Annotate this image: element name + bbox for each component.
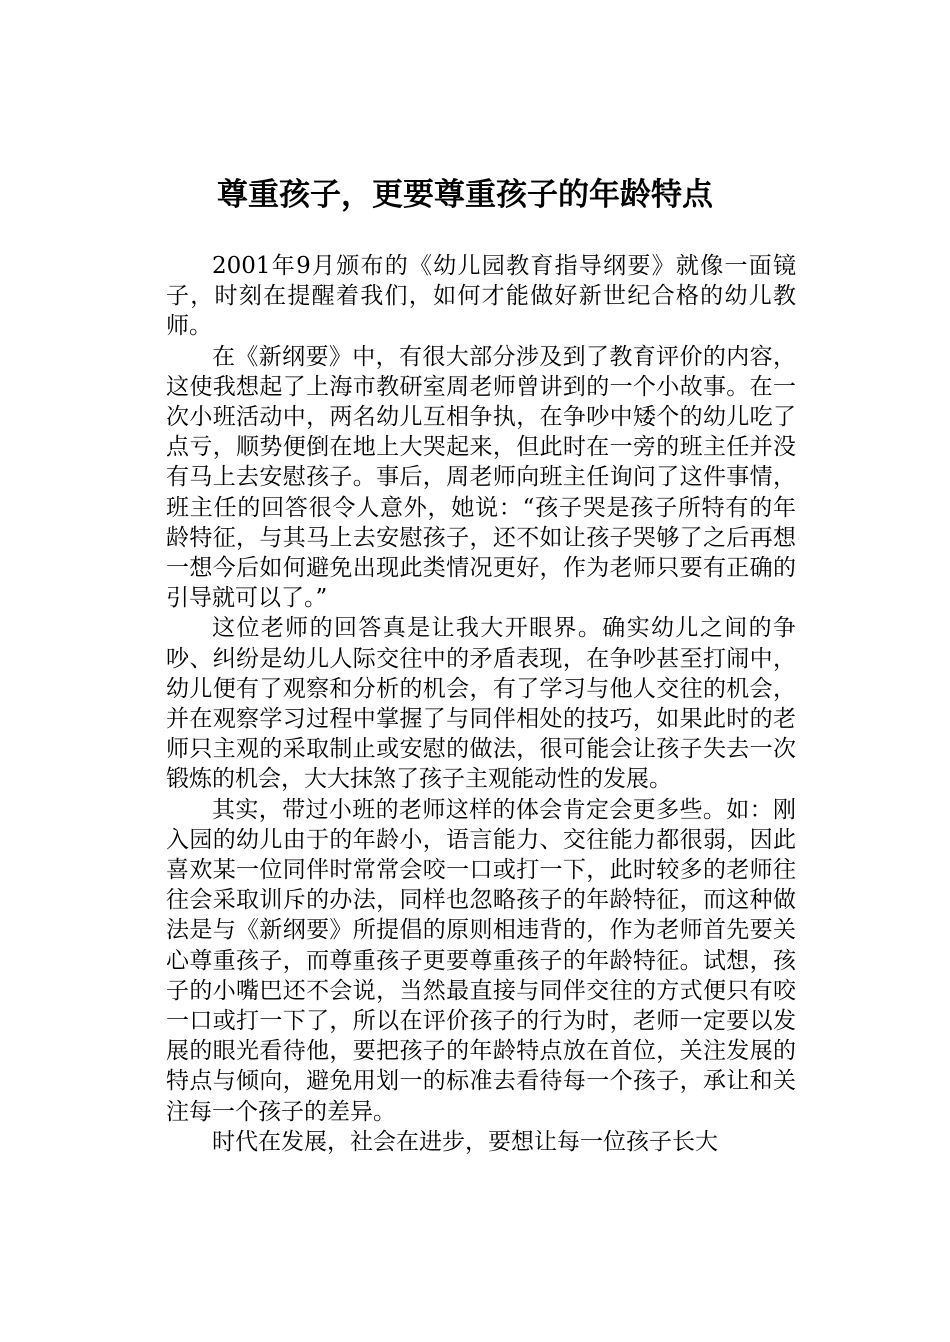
document-title: 尊重孩子，更要尊重孩子的年龄特点 — [217, 177, 713, 213]
paragraph-2: 在《新纲要》中，有很大部分涉及到了教育评价的内容，这使我想起了上海市教研室周老师曾讲到的一个小故事。在一次小班活动中，两名幼儿互相争执，在争吵中矮个的幼儿吃了点亏，顺势便倒在地上大哭起来，但此时在一旁的班主任并没有马上去安慰孩子。事后，周老师向班主任询问了这件事情，班主任的回答很令人意外，她说：“孩子哭是孩子所特有的年龄特征，与其马上去安慰孩子，还不如让孩子哭够了之后再想一想今后如何避免出现此类情况更好，作为老师只要有正确的引导就可以了。” — [166, 343, 796, 612]
paragraph-4: 其实，带过小班的老师这样的体会肯定会更多些。如：刚入园的幼儿由于的年龄小，语言能力、交往能力都很弱，因此喜欢某一位同伴时常常会咬一口或打一下，此时较多的老师往往会采取训斥的办法，同样也忽略孩子的年龄特征，而这种做法是与《新纲要》所提倡的原则相违背的，作为老师首先要关心尊重孩子，而尊重孩子更要尊重孩子的年龄特征。试想，孩子的小嘴巴还不会说，当然最直接与同伴交往的方式便只有咬一口或打一下了，所以在评价孩子的行为时，老师一定要以发展的眼光看待他，要把孩子的年龄特点放在首位，关注发展的特点与倾向，避免用划一的标准去看待每一个孩子，承让和关注每一个孩子的差异。 — [166, 796, 796, 1125]
document-body — [166, 251, 796, 1157]
paragraph-1: 2001年9月颁布的《幼儿园教育指导纲要》就像一面镜子，时刻在提醒着我们，如何才能做好新世纪合格的幼儿教师。 — [166, 253, 796, 340]
paragraph-5: 时代在发展，社会在进步，要想让每一位孩子长大 — [212, 1128, 718, 1155]
paragraph-3: 这位老师的回答真是让我大开眼界。确实幼儿之间的争吵、纠纷是幼儿人际交往中的矛盾表现，在争吵甚至打闹中，幼儿便有了观察和分析的机会，有了学习与他人交往的机会，并在观察学习过程中掌握了与同伴相处的技巧，如果此时的老师只主观的采取制止或安慰的做法，很可能会让孩子失去一次锻炼的机会，大大抹煞了孩子主观能动性的发展。 — [166, 615, 796, 793]
